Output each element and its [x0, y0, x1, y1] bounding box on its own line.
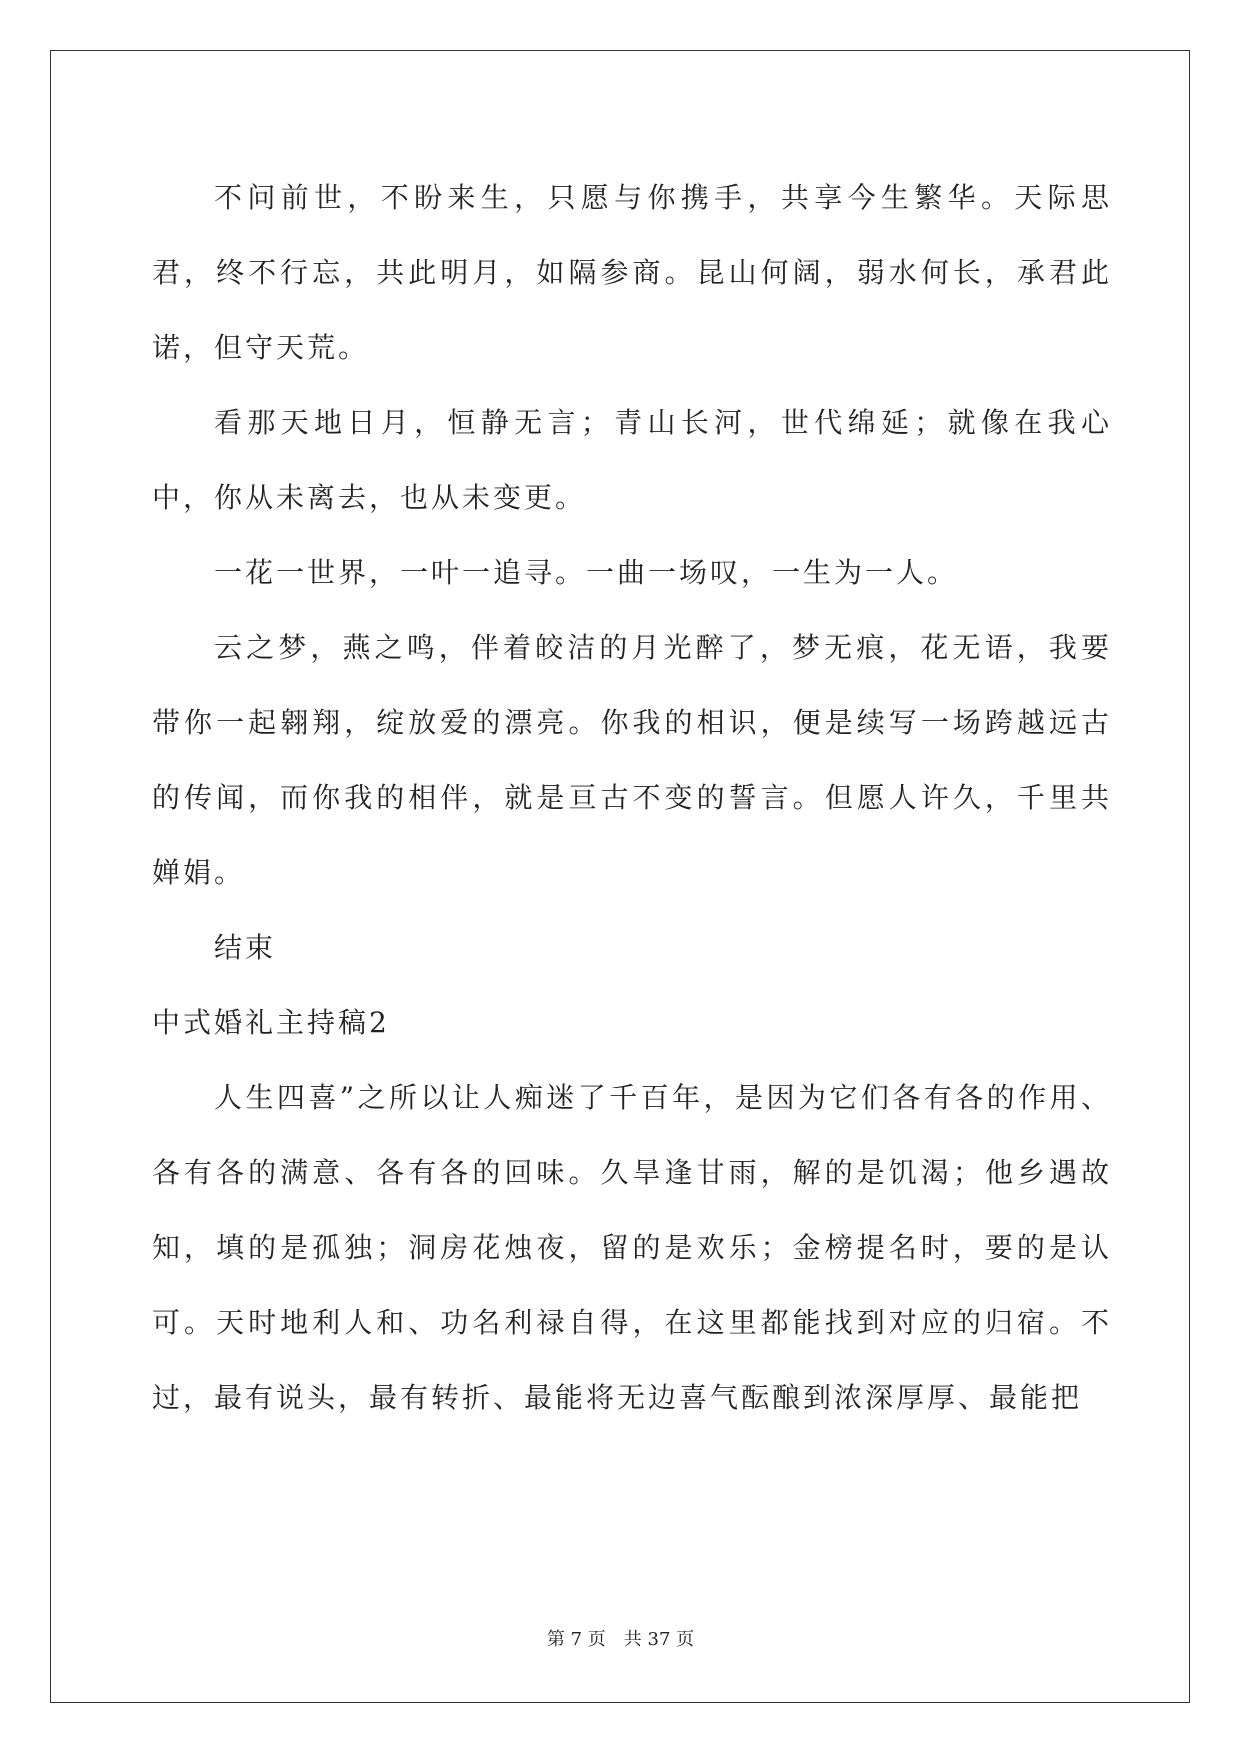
section-heading: 中式婚礼主持稿2 [152, 1006, 390, 1039]
paragraph-2: 看那天地日月，恒静无言；青山长河，世代绵延；就像在我心中，你从未离去，也从未变更。 [152, 406, 1112, 514]
paragraph-end: 结束 [214, 931, 277, 964]
page-footer: 第 7 页 共 37 页 [546, 1629, 695, 1650]
paragraph-4: 云之梦，燕之鸣，伴着皎洁的月光醉了，梦无痕，花无语，我要带你一起翱翔，绽放爱的漂亮。你我的相识，便是续写一场跨越远古的传闻，而你我的相伴，就是亘古不变的誓言。但愿人许久，千里共婵娟。 [152, 631, 1112, 889]
paragraph-1: 不问前世，不盼来生，只愿与你携手，共享今生繁华。天际思君，终不行忘，共此明月，如隔参商。昆山何阔，弱水何长，承君此诺，但守天荒。 [152, 181, 1112, 364]
paragraph-5: 人生四喜”之所以让人痴迷了千百年，是因为它们各有各的作用、各有各的满意、各有各的回味。久旱逢甘雨，解的是饥渴；他乡遇故知，填的是孤独；洞房花烛夜，留的是欢乐；金榜提名时，要的是认可。天时地利人和、功名利禄自得，在这里都能找到对应的归宿。不过，最有说头，最有转折、最能将无边喜气酝酿到浓深厚厚、最能把 [152, 1081, 1112, 1414]
paragraph-3: 一花一世界，一叶一追寻。一曲一场叹，一生为一人。 [214, 556, 959, 589]
document-body [152, 160, 1112, 1435]
